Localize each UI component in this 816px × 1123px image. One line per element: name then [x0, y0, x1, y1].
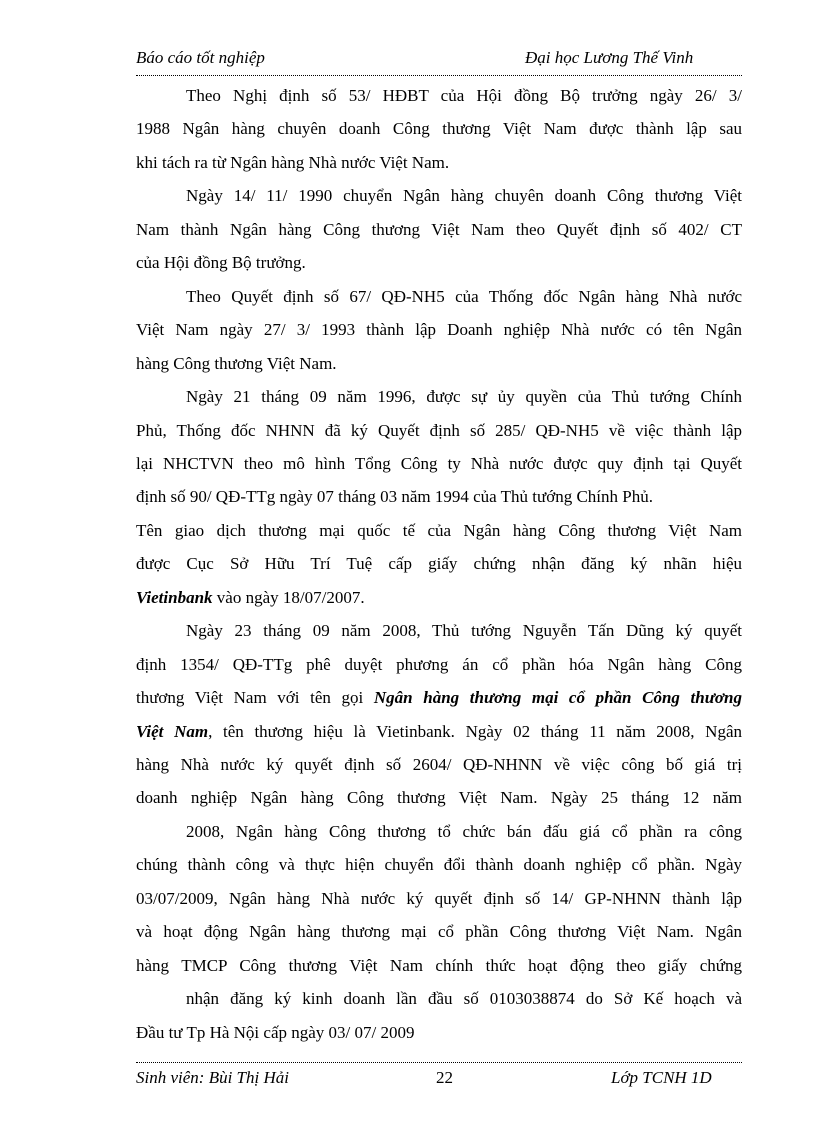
header-divider [136, 75, 742, 76]
text-segment: hàng Công thương Việt Nam. [136, 353, 337, 373]
text-segment: Đầu tư Tp Hà Nội cấp ngày 03/ 07/ 2009 [136, 1022, 415, 1042]
text-line [136, 722, 742, 742]
text-line [186, 822, 742, 842]
text-segment: 1988 Ngân hàng chuyên doanh Công thương Việt Nam được thành lập sau [136, 119, 742, 139]
text-segment: vào ngày 18/07/2007. [212, 587, 365, 607]
text-line [136, 454, 742, 474]
text-line [136, 788, 742, 808]
text-segment: và hoạt động Ngân hàng thương mại cổ phần Công thương Việt Nam. Ngân [136, 922, 742, 942]
text-line [136, 487, 742, 507]
text-line [136, 922, 742, 942]
text-segment: Ngày 14/ 11/ 1990 chuyển Ngân hàng chuyên doanh Công thương Việt [186, 186, 742, 206]
text-segment: Theo Nghị định số 53/ HĐBT của Hội đồng Bộ trưởng ngày 26/ 3/ [186, 86, 742, 105]
text-segment: thương Việt Nam với tên gọi [136, 688, 374, 708]
emphasized-text: Vietinbank [136, 587, 213, 607]
header-university: Đại học Lương Thế Vinh [525, 48, 694, 67]
text-segment: Nam thành Ngân hàng Công thương Việt Nam theo Quyết định số 402/ CT [136, 219, 742, 239]
text-line [136, 521, 742, 541]
text-segment: Việt Nam ngày 27/ 3/ 1993 thành lập Doanh nghiệp Nhà nước có tên Ngân [136, 320, 742, 340]
text-segment: khi tách ra từ Ngân hàng Nhà nước Việt Nam. [136, 152, 450, 172]
text-segment: định số 90/ QĐ-TTg ngày 07 tháng 03 năm 1994 của Thủ tướng Chính Phủ. [136, 487, 653, 507]
text-segment: nhận đăng ký kinh doanh lần đầu số 0103038874 do Sở Kế hoạch và [186, 989, 742, 1009]
footer-class: Lớp TCNH 1D [611, 1068, 712, 1087]
footer-student-name: Sinh viên: Bùi Thị Hải [136, 1068, 289, 1087]
text-segment: chúng thành công và thực hiện chuyển đổi thành doanh nghiệp cổ phần. Ngày [136, 855, 742, 875]
text-line [186, 186, 742, 206]
page-number: 22 [436, 1068, 453, 1087]
text-line [136, 220, 742, 240]
text-line [136, 119, 742, 139]
text-line [136, 354, 742, 374]
text-segment: Ngày 23 tháng 09 năm 2008, Thủ tướng Nguyễn Tấn Dũng ký quyết [186, 621, 742, 641]
text-segment: hàng TMCP Công thương Việt Nam chính thức hoạt động theo giấy chứng [136, 955, 742, 975]
footer-divider [136, 1062, 742, 1063]
text-line [136, 554, 742, 574]
text-segment: , tên thương hiệu là Vietinbank. Ngày 02 tháng 11 năm 2008, Ngân [208, 721, 742, 741]
text-segment: định 1354/ QĐ-TTg phê duyệt phương án cổ phần hóa Ngân hàng Công [136, 654, 742, 674]
text-line [136, 153, 742, 173]
text-line [136, 889, 742, 909]
text-segment: của Hội đồng Bộ trưởng. [136, 253, 306, 273]
text-segment: được Cục Sở Hữu Trí Tuệ cấp giấy chứng nhận đăng ký nhãn hiệu [136, 554, 742, 574]
emphasized-text: Việt Nam [136, 721, 209, 741]
text-line [136, 755, 742, 775]
text-segment: 2008, Ngân hàng Công thương tổ chức bán đấu giá cổ phần ra công [186, 821, 742, 841]
text-segment: Tên giao dịch thương mại quốc tế của Ngân hàng Công thương Việt Nam [136, 520, 742, 540]
text-segment: lại NHCTVN theo mô hình Tổng Công ty Nhà nước được quy định tại Quyết [136, 453, 742, 473]
text-segment: Phủ, Thống đốc NHNN đã ký Quyết định số 285/ QĐ-NH5 về việc thành lập [136, 420, 742, 440]
text-line [186, 621, 742, 641]
text-line [136, 855, 742, 875]
text-line [186, 287, 742, 307]
text-line [186, 989, 742, 1009]
text-segment: doanh nghiệp Ngân hàng Công thương Việt Nam. Ngày 25 tháng 12 năm [136, 788, 742, 808]
text-line [136, 320, 742, 340]
text-segment: hàng Nhà nước ký quyết định số 2604/ QĐ-NHNN về việc công bố giá trị [136, 755, 742, 774]
header-report-title: Báo cáo tốt nghiệp [136, 48, 265, 67]
emphasized-text: Ngân hàng thương mại cổ phần Công thương [373, 688, 742, 708]
text-line [186, 387, 742, 407]
text-line [136, 253, 742, 273]
text-line [186, 86, 742, 106]
text-segment: 03/07/2009, Ngân hàng Nhà nước ký quyết định số 14/ GP-NHNN thành lập [136, 888, 742, 908]
text-line [136, 655, 742, 675]
text-segment: Theo Quyết định số 67/ QĐ-NH5 của Thống đốc Ngân hàng Nhà nước [186, 286, 742, 306]
text-segment: Ngày 21 tháng 09 năm 1996, được sự ủy quyền của Thủ tướng Chính [186, 387, 742, 407]
text-line [136, 688, 742, 708]
text-line [136, 956, 742, 976]
text-line [136, 421, 742, 441]
text-line [136, 1023, 742, 1043]
text-line [136, 588, 742, 608]
